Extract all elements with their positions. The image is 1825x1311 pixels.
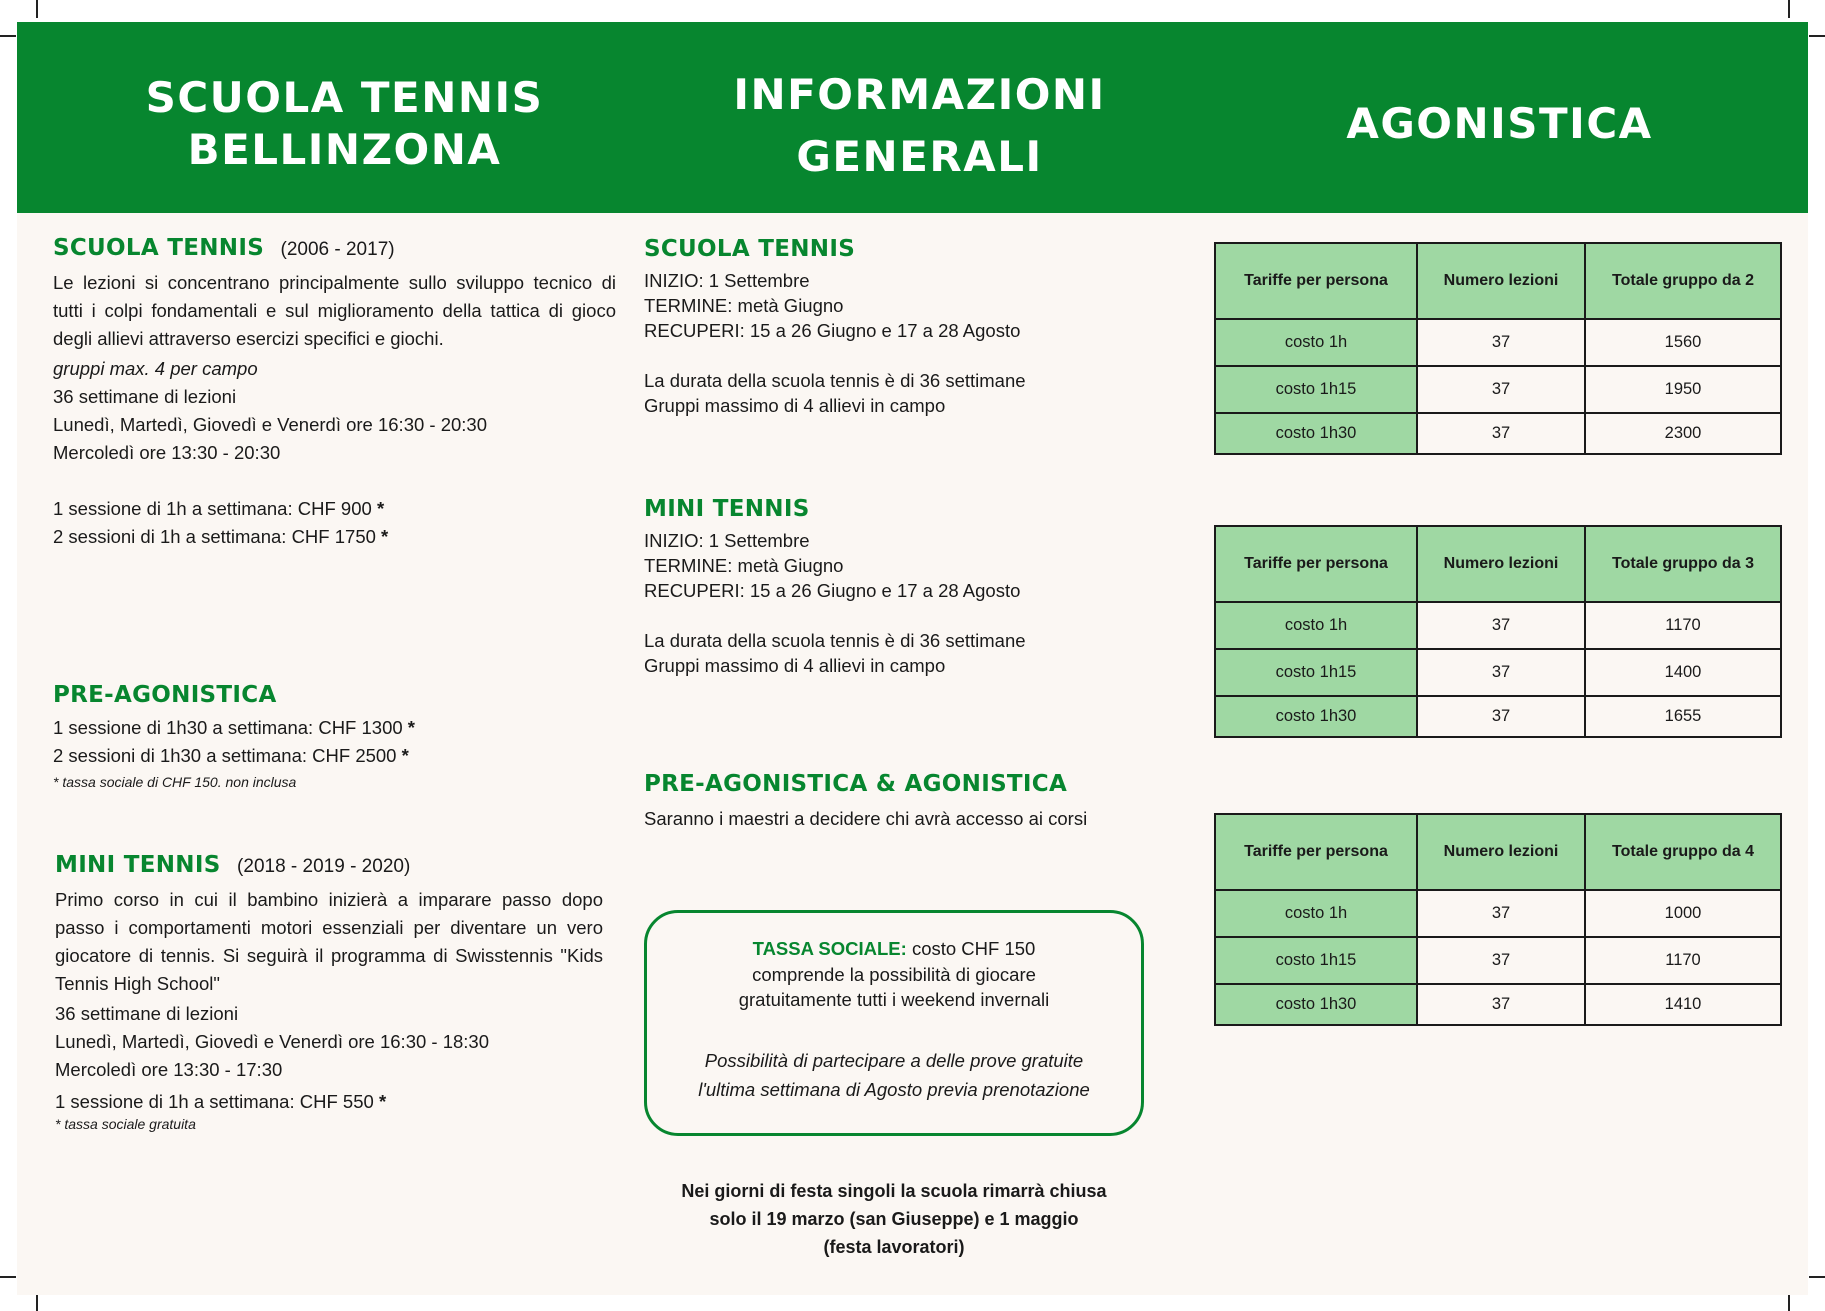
table-cell: costo 1h [1215,319,1417,366]
trial-note: l'ultima settimana di Agosto previa prenotazione [698,1079,1090,1100]
crop-mark [1809,35,1825,37]
makeup-dates: RECUPERI: 15 a 26 Giugno e 17 a 28 Agosto [644,320,1021,341]
table-header-cell: Tariffe per persona [1215,814,1417,890]
table-cell: 1400 [1585,649,1781,696]
end-date: TERMINE: metà Giugno [644,555,844,576]
table-row [1215,890,1781,937]
table-header-cell: Totale gruppo da 2 [1585,243,1781,319]
header-title-info: INFORMAZIONI GENERALI [733,70,1106,181]
end-date: TERMINE: metà Giugno [644,295,844,316]
header-title-school: SCUOLA TENNIS BELLINZONA [145,73,544,174]
table-cell: 37 [1417,366,1585,413]
tassa-detail: comprende la possibilità di giocare [752,964,1036,985]
table-header-cell: Tariffe per persona [1215,243,1417,319]
crop-mark [36,0,38,18]
duration-text: La durata della scuola tennis è di 36 settimane [644,630,1026,651]
group-size-text: Gruppi massimo di 4 allievi in campo [644,395,946,416]
crop-mark [36,1293,38,1311]
table-cell: costo 1h15 [1215,649,1417,696]
table-header-row [1215,526,1781,602]
schedule-weekdays: Lunedì, Martedì, Giovedì e Venerdì ore 16:30 - 20:30 [53,414,488,435]
table-cell: 1560 [1585,319,1781,366]
section-title: SCUOLA TENNIS [53,235,265,261]
schedule-wednesday: Mercoledì ore 13:30 - 20:30 [53,442,281,463]
closing-note: Nei giorni di festa singoli la scuola rimarrà chiusa solo il 19 marzo (san Giuseppe) e 1 maggio (festa lavoratori) [681,1181,1107,1257]
makeup-dates: RECUPERI: 15 a 26 Giugno e 17 a 28 Agosto [644,580,1021,601]
tassa-detail: gratuitamente tutti i weekend invernali [738,989,1050,1010]
brochure-page [17,22,1808,1295]
schedule-wednesday: Mercoledì ore 13:30 - 17:30 [55,1059,283,1080]
info-scuola-section [644,236,1204,418]
table-cell: costo 1h [1215,602,1417,649]
table-row [1215,602,1781,649]
access-text: Saranno i maestri a decidere chi avrà accesso ai corsi [644,808,1088,829]
header-banner [17,22,1808,213]
table-header-cell: Numero lezioni [1417,526,1585,602]
table-cell: 37 [1417,649,1585,696]
table-cell: 1950 [1585,366,1781,413]
table-row [1215,937,1781,984]
table-cell: 37 [1417,937,1585,984]
table-cell: 1000 [1585,890,1781,937]
start-date: INIZIO: 1 Settembre [644,530,810,551]
section-title: PRE-AGONISTICA [53,682,277,708]
table-cell: 37 [1417,413,1585,454]
tassa-line: TASSA SOCIALE: costo CHF 150 [752,938,1036,959]
years-range: (2006 - 2017) [280,239,395,260]
section-title: MINI TENNIS [644,496,810,522]
start-date: INIZIO: 1 Settembre [644,270,810,291]
tassa-sociale-box [644,910,1144,1136]
price-line: 1 sessione di 1h a settimana: CHF 900 * [53,498,385,519]
price-line: 2 sessioni di 1h a settimana: CHF 1750 * [53,526,389,547]
info-pre-section [644,771,1204,833]
table-cell: costo 1h30 [1215,984,1417,1025]
crop-mark [0,1276,16,1278]
table-header-cell: Numero lezioni [1417,814,1585,890]
crop-mark [1788,1293,1790,1311]
crop-mark [1809,1276,1825,1278]
crop-mark [0,35,16,37]
table-row [1215,366,1781,413]
tariff-table-group-2 [1214,242,1782,455]
price-line: 1 sessione di 1h30 a settimana: CHF 1300 * [53,717,415,738]
section-title: MINI TENNIS [55,852,221,878]
table-row [1215,413,1781,454]
table-row [1215,319,1781,366]
section-title: PRE-AGONISTICA & AGONISTICA [644,771,1068,797]
table-cell: costo 1h30 [1215,413,1417,454]
tariff-table-group-3 [1214,525,1782,738]
tariff-table-group-4 [1214,813,1782,1026]
price-line: 2 sessioni di 1h30 a settimana: CHF 2500 * [53,745,409,766]
years-range: (2018 - 2019 - 2020) [237,856,411,877]
mini-description: Primo corso in cui il bambino inizierà a imparare passo dopo passo i comportamenti motori essenziali per diventare un vero giocatore di tennis. Si seguirà il programma di Swisstennis "Kids Tennis High School" [55,889,603,994]
table-cell: 37 [1417,602,1585,649]
groups-note: gruppi max. 4 per campo [53,358,258,379]
table-header-cell: Totale gruppo da 4 [1585,814,1781,890]
table-header-row [1215,243,1781,319]
table-cell: 2300 [1585,413,1781,454]
info-mini-section [644,496,1204,678]
weeks-count: 36 settimane di lezioni [55,1003,239,1024]
left-column [53,235,616,1132]
table-cell: 37 [1417,319,1585,366]
table-cell: 37 [1417,696,1585,737]
table-cell: costo 1h30 [1215,696,1417,737]
weeks-count: 36 settimane di lezioni [53,386,237,407]
table-header-cell: Totale gruppo da 3 [1585,526,1781,602]
mini-tennis-section [55,852,603,1132]
scuola-section [53,235,616,551]
trial-note: Possibilità di partecipare a delle prove gratuite [704,1050,1084,1071]
table-cell: 1410 [1585,984,1781,1025]
crop-mark [1788,0,1790,18]
table-header-cell: Tariffe per persona [1215,526,1417,602]
table-row [1215,696,1781,737]
section-title: SCUOLA TENNIS [644,236,856,262]
schedule-weekdays: Lunedì, Martedì, Giovedì e Venerdì ore 16:30 - 18:30 [55,1031,490,1052]
table-cell: 37 [1417,984,1585,1025]
table-row [1215,649,1781,696]
footnote: * tassa sociale gratuita [55,1116,196,1132]
duration-text: La durata della scuola tennis è di 36 settimane [644,370,1026,391]
table-cell: costo 1h15 [1215,366,1417,413]
table-header-cell: Numero lezioni [1417,243,1585,319]
table-cell: 37 [1417,890,1585,937]
header-title-agonistica: AGONISTICA [1346,99,1653,148]
table-header-row [1215,814,1781,890]
group-size-text: Gruppi massimo di 4 allievi in campo [644,655,946,676]
scuola-description: Le lezioni si concentrano principalmente sullo sviluppo tecnico di tutti i colpi fondamentali e sul miglioramento della tattica di gioco degli allievi attraverso esercizi specifici e giochi. [53,272,616,349]
pre-agonistica-section [53,682,616,790]
table-cell: costo 1h [1215,890,1417,937]
table-cell: costo 1h15 [1215,937,1417,984]
price-line: 1 sessione di 1h a settimana: CHF 550 * [55,1091,387,1112]
table-cell: 1655 [1585,696,1781,737]
table-row [1215,984,1781,1025]
footnote: * tassa sociale di CHF 150. non inclusa [53,774,297,790]
table-cell: 1170 [1585,937,1781,984]
table-cell: 1170 [1585,602,1781,649]
middle-column [644,236,1204,829]
